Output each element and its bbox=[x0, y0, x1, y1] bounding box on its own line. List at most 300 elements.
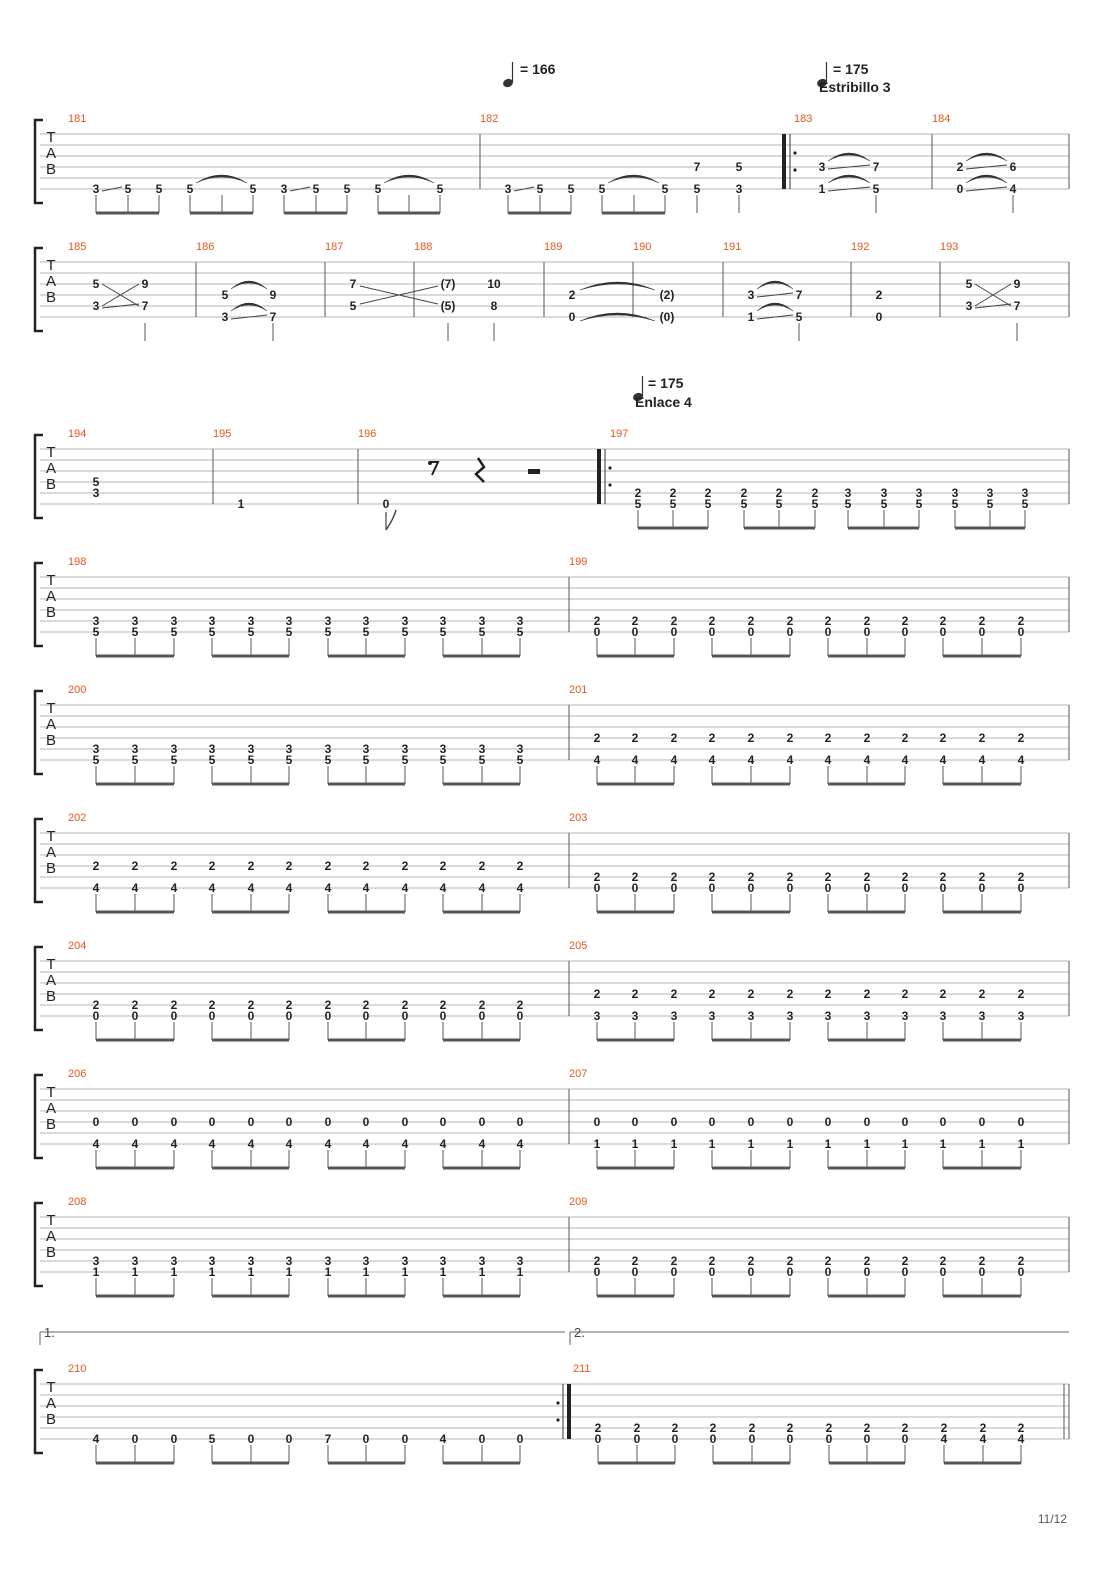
fret-number: 5 bbox=[324, 753, 332, 767]
fret-number: 0 bbox=[708, 1265, 716, 1279]
fret-number: 4 bbox=[863, 753, 871, 767]
fret-number: 4 bbox=[593, 753, 601, 767]
fret-number: 0 bbox=[633, 1432, 641, 1446]
fret-number: 3 bbox=[324, 614, 332, 628]
fret-number: 5 bbox=[324, 625, 332, 639]
fret-number: 0 bbox=[901, 1432, 909, 1446]
fret-number: 5 bbox=[285, 753, 293, 767]
tab-clef-letter: B bbox=[45, 289, 57, 306]
fret-number: 4 bbox=[285, 881, 293, 895]
fret-number: 2 bbox=[634, 486, 642, 500]
fret-number: 1 bbox=[901, 1137, 909, 1151]
fret-number: 1 bbox=[92, 1265, 100, 1279]
fret-number: 0 bbox=[285, 1432, 293, 1446]
fret-number: 5 bbox=[131, 625, 139, 639]
fret-number: 5 bbox=[247, 625, 255, 639]
fret-number: 0 bbox=[786, 625, 794, 639]
tab-clef-letter: T bbox=[46, 1212, 56, 1229]
fret-number: 0 bbox=[568, 310, 576, 324]
fret-number: 4 bbox=[670, 753, 678, 767]
fret-number: 1 bbox=[824, 1137, 832, 1151]
tab-clef-letter: A bbox=[45, 273, 57, 290]
fret-number: 0 bbox=[670, 1115, 678, 1129]
fret-number: 3 bbox=[285, 742, 293, 756]
fret-number: 3 bbox=[362, 614, 370, 628]
fret-number: 0 bbox=[593, 1115, 601, 1129]
fret-number: 0 bbox=[939, 1115, 947, 1129]
system-bracket bbox=[35, 819, 43, 902]
fret-number: 4 bbox=[285, 1137, 293, 1151]
fret-number: 4 bbox=[1017, 753, 1025, 767]
fret-number: 2 bbox=[593, 987, 601, 1001]
fret-number: 4 bbox=[362, 881, 370, 895]
fret-number: 3 bbox=[824, 1009, 832, 1023]
fret-number: 0 bbox=[939, 625, 947, 639]
fret-number: 2 bbox=[978, 614, 986, 628]
fret-number: 2 bbox=[208, 998, 216, 1012]
fret-number: 1 bbox=[478, 1265, 486, 1279]
fret-number: 3 bbox=[92, 614, 100, 628]
staff-systems bbox=[35, 62, 1069, 1463]
system-bracket bbox=[35, 120, 43, 203]
fret-number: 2 bbox=[747, 870, 755, 884]
fret-number: 4 bbox=[901, 753, 909, 767]
tie-arc bbox=[966, 175, 1007, 183]
fret-number: 0 bbox=[956, 182, 964, 196]
fret-number: 3 bbox=[131, 1254, 139, 1268]
fret-number: 0 bbox=[631, 1115, 639, 1129]
fret-number: 0 bbox=[208, 1115, 216, 1129]
fret-number: 0 bbox=[978, 881, 986, 895]
fret-number: 2 bbox=[863, 987, 871, 1001]
tab-clef-letter: T bbox=[46, 444, 56, 461]
tab-clef-letter: A bbox=[45, 460, 57, 477]
fret-number: 0 bbox=[747, 881, 755, 895]
fret-number: 2 bbox=[671, 1421, 679, 1435]
fret-number: 4 bbox=[631, 753, 639, 767]
fret-number: 2 bbox=[863, 731, 871, 745]
fret-number: 4 bbox=[131, 1137, 139, 1151]
fret-number: 3 bbox=[247, 742, 255, 756]
fret-number: (5) bbox=[440, 299, 456, 313]
fret-number: (2) bbox=[659, 288, 675, 302]
fret-number: 2 bbox=[1017, 614, 1025, 628]
measure-number: 185 bbox=[68, 241, 87, 253]
tie-arc bbox=[757, 281, 793, 289]
fret-number: 5 bbox=[312, 182, 320, 196]
fret-number: 4 bbox=[979, 1432, 987, 1446]
tie-arc bbox=[580, 282, 655, 290]
tab-clef-letter: T bbox=[46, 700, 56, 717]
fret-number: 1 bbox=[670, 1137, 678, 1151]
tie-arc bbox=[196, 175, 247, 183]
fret-number: 0 bbox=[863, 625, 871, 639]
fret-number: 3 bbox=[324, 742, 332, 756]
fret-number: 3 bbox=[978, 1009, 986, 1023]
fret-number: 3 bbox=[170, 742, 178, 756]
fret-number: 9 bbox=[141, 277, 149, 291]
measure-number: 196 bbox=[358, 428, 377, 440]
fret-number: 3 bbox=[735, 182, 743, 196]
repeat-dot bbox=[793, 151, 796, 154]
fret-number: 0 bbox=[939, 881, 947, 895]
repeat-dot bbox=[608, 466, 611, 469]
fret-number: 0 bbox=[824, 881, 832, 895]
system-bracket bbox=[35, 563, 43, 646]
measure-number: 208 bbox=[68, 1196, 87, 1208]
fret-number: 2 bbox=[170, 998, 178, 1012]
fret-number: 0 bbox=[708, 1115, 716, 1129]
tab-clef-letter: A bbox=[45, 1100, 57, 1117]
measure-number: 200 bbox=[68, 684, 87, 696]
fret-number: 1 bbox=[131, 1265, 139, 1279]
system-bracket bbox=[35, 1075, 43, 1158]
fret-number: 5 bbox=[634, 497, 642, 511]
fret-number: 0 bbox=[1017, 625, 1025, 639]
fret-number: 2 bbox=[786, 1421, 794, 1435]
fret-number: 7 bbox=[1013, 299, 1021, 313]
fret-number: 10 bbox=[487, 277, 501, 291]
fret-number: 3 bbox=[818, 160, 826, 174]
fret-number: 4 bbox=[170, 1137, 178, 1151]
fret-number: 2 bbox=[939, 987, 947, 1001]
tempo-mark: = 175 bbox=[833, 61, 869, 77]
fret-number: 2 bbox=[811, 486, 819, 500]
measure-number: 206 bbox=[68, 1068, 87, 1080]
measure-number: 198 bbox=[68, 556, 87, 568]
fret-number: 2 bbox=[978, 987, 986, 1001]
fret-number: 2 bbox=[708, 731, 716, 745]
tie-arc bbox=[608, 175, 659, 183]
fret-number: 4 bbox=[978, 753, 986, 767]
fret-number: 5 bbox=[704, 497, 712, 511]
fret-number: 5 bbox=[92, 753, 100, 767]
fret-number: 2 bbox=[1017, 731, 1025, 745]
tie-arc bbox=[828, 175, 870, 183]
measure-number: 183 bbox=[794, 113, 813, 125]
eighth-flag bbox=[386, 510, 396, 530]
fret-number: 5 bbox=[186, 182, 194, 196]
fret-number: 0 bbox=[708, 881, 716, 895]
fret-number: 4 bbox=[1009, 182, 1017, 196]
fret-number: 0 bbox=[670, 1265, 678, 1279]
fret-number: 0 bbox=[594, 1432, 602, 1446]
tab-clef-letter: A bbox=[45, 844, 57, 861]
measure-number: 207 bbox=[569, 1068, 588, 1080]
fret-number: 2 bbox=[708, 1254, 716, 1268]
fret-number: 3 bbox=[285, 614, 293, 628]
fret-number: 2 bbox=[593, 870, 601, 884]
tab-clef-letter: B bbox=[45, 1411, 57, 1428]
fret-number: 0 bbox=[439, 1115, 447, 1129]
fret-number: 2 bbox=[709, 1421, 717, 1435]
fret-number: 2 bbox=[901, 614, 909, 628]
fret-number: 2 bbox=[740, 486, 748, 500]
fret-number: 1 bbox=[1017, 1137, 1025, 1151]
fret-number: 5 bbox=[439, 625, 447, 639]
fret-number: 0 bbox=[901, 881, 909, 895]
fret-number: 3 bbox=[951, 486, 959, 500]
fret-number: 2 bbox=[670, 870, 678, 884]
fret-number: 2 bbox=[478, 859, 486, 873]
fret-number: 2 bbox=[939, 1254, 947, 1268]
fret-number: 0 bbox=[247, 1432, 255, 1446]
fret-number: 4 bbox=[516, 1137, 524, 1151]
fret-number: 2 bbox=[208, 859, 216, 873]
system-bracket bbox=[35, 947, 43, 1030]
fret-number: 0 bbox=[131, 1009, 139, 1023]
fret-number: 2 bbox=[863, 1421, 871, 1435]
fret-number: 2 bbox=[439, 998, 447, 1012]
fret-number: 0 bbox=[247, 1009, 255, 1023]
fret-number: 0 bbox=[786, 1115, 794, 1129]
fret-number: 2 bbox=[568, 288, 576, 302]
fret-number: 3 bbox=[131, 742, 139, 756]
fret-number: 1 bbox=[237, 497, 245, 511]
fret-number: 5 bbox=[170, 625, 178, 639]
fret-number: 2 bbox=[439, 859, 447, 873]
fret-number: 4 bbox=[478, 881, 486, 895]
fret-number: 2 bbox=[708, 987, 716, 1001]
fret-number: 0 bbox=[670, 881, 678, 895]
measure-number: 182 bbox=[480, 113, 499, 125]
fret-number: 0 bbox=[92, 1009, 100, 1023]
volta-2-label: 2. bbox=[574, 1325, 585, 1340]
volta-1-label: 1. bbox=[44, 1325, 55, 1340]
fret-number: 2 bbox=[670, 614, 678, 628]
measure-number: 211 bbox=[573, 1363, 591, 1375]
section-label: Enlace 4 bbox=[635, 394, 692, 410]
fret-number: 4 bbox=[208, 881, 216, 895]
measure-number: 203 bbox=[569, 812, 588, 824]
fret-number: 0 bbox=[747, 625, 755, 639]
fret-number: 5 bbox=[516, 753, 524, 767]
fret-number: 5 bbox=[965, 277, 973, 291]
fret-number: 2 bbox=[631, 987, 639, 1001]
fret-number: 4 bbox=[786, 753, 794, 767]
tie-arc bbox=[231, 303, 267, 311]
tab-clef-letter: B bbox=[45, 732, 57, 749]
fret-number: 3 bbox=[439, 742, 447, 756]
fret-number: 3 bbox=[844, 486, 852, 500]
fret-number: 4 bbox=[439, 881, 447, 895]
fret-number: 2 bbox=[824, 731, 832, 745]
fret-number: 5 bbox=[693, 182, 701, 196]
fret-number: 2 bbox=[863, 1254, 871, 1268]
fret-number: 0 bbox=[382, 497, 390, 511]
fret-number: 3 bbox=[247, 1254, 255, 1268]
tab-clef-letter: T bbox=[46, 1084, 56, 1101]
tab-clef-letter: T bbox=[46, 572, 56, 589]
fret-number: 1 bbox=[786, 1137, 794, 1151]
fret-number: 4 bbox=[516, 881, 524, 895]
measure-number: 189 bbox=[544, 241, 563, 253]
fret-number: (7) bbox=[440, 277, 456, 291]
fret-number: 3 bbox=[1017, 1009, 1025, 1023]
measure-number: 205 bbox=[569, 940, 588, 952]
fret-number: 3 bbox=[516, 614, 524, 628]
system-bracket bbox=[35, 1203, 43, 1286]
fret-number: 7 bbox=[141, 299, 149, 313]
fret-number: 0 bbox=[285, 1115, 293, 1129]
fret-number: 2 bbox=[401, 998, 409, 1012]
fret-number: 0 bbox=[939, 1265, 947, 1279]
fret-number: 4 bbox=[208, 1137, 216, 1151]
fret-number: 3 bbox=[247, 614, 255, 628]
fret-number: 2 bbox=[92, 859, 100, 873]
fret-number: 0 bbox=[324, 1009, 332, 1023]
fret-number: 0 bbox=[593, 881, 601, 895]
fret-number: 0 bbox=[1017, 881, 1025, 895]
tie-arc bbox=[966, 153, 1007, 161]
fret-number: 2 bbox=[747, 1254, 755, 1268]
fret-number: 2 bbox=[939, 731, 947, 745]
fret-number: 0 bbox=[901, 625, 909, 639]
fret-number: 0 bbox=[131, 1432, 139, 1446]
repeat-dot bbox=[793, 168, 796, 171]
fret-number: 5 bbox=[740, 497, 748, 511]
measure-number: 193 bbox=[940, 241, 959, 253]
fret-number: 1 bbox=[516, 1265, 524, 1279]
fret-number: 3 bbox=[516, 1254, 524, 1268]
fret-number: 7 bbox=[872, 160, 880, 174]
tempo-mark: = 166 bbox=[520, 61, 556, 77]
fret-number: 0 bbox=[478, 1009, 486, 1023]
fret-number: 1 bbox=[247, 1265, 255, 1279]
fret-number: 2 bbox=[824, 987, 832, 1001]
fret-number: 2 bbox=[362, 998, 370, 1012]
measure-number: 181 bbox=[68, 113, 87, 125]
fret-number: 1 bbox=[863, 1137, 871, 1151]
fret-number: 3 bbox=[401, 742, 409, 756]
fret-number: 0 bbox=[863, 1265, 871, 1279]
fret-number: 1 bbox=[631, 1137, 639, 1151]
fret-number: (0) bbox=[659, 310, 675, 324]
tab-clef-letter: B bbox=[45, 1116, 57, 1133]
fret-number: 1 bbox=[978, 1137, 986, 1151]
fret-number: 3 bbox=[747, 1009, 755, 1023]
fret-number: 4 bbox=[708, 753, 716, 767]
fret-number: 5 bbox=[362, 625, 370, 639]
fret-number: 2 bbox=[956, 160, 964, 174]
repeat-dot bbox=[608, 483, 611, 486]
fret-number: 2 bbox=[863, 870, 871, 884]
fret-number: 2 bbox=[786, 1254, 794, 1268]
fret-number: 2 bbox=[669, 486, 677, 500]
fret-number: 2 bbox=[978, 870, 986, 884]
fret-number: 5 bbox=[208, 753, 216, 767]
fret-number: 2 bbox=[516, 859, 524, 873]
fret-number: 5 bbox=[951, 497, 959, 511]
fret-number: 0 bbox=[516, 1009, 524, 1023]
fret-number: 5 bbox=[362, 753, 370, 767]
fret-number: 5 bbox=[915, 497, 923, 511]
fret-number: 5 bbox=[795, 310, 803, 324]
fret-number: 6 bbox=[1009, 160, 1017, 174]
fret-number: 0 bbox=[748, 1432, 756, 1446]
fret-number: 0 bbox=[978, 625, 986, 639]
quarter-rest-icon bbox=[476, 458, 484, 482]
fret-number: 3 bbox=[863, 1009, 871, 1023]
system-bracket bbox=[35, 435, 43, 518]
fret-number: 5 bbox=[401, 753, 409, 767]
fret-number: 2 bbox=[775, 486, 783, 500]
fret-number: 1 bbox=[939, 1137, 947, 1151]
measure-number: 195 bbox=[213, 428, 232, 440]
fret-number: 3 bbox=[747, 288, 755, 302]
fret-number: 3 bbox=[208, 1254, 216, 1268]
fret-number: 1 bbox=[324, 1265, 332, 1279]
fret-number: 2 bbox=[786, 614, 794, 628]
fret-number: 3 bbox=[708, 1009, 716, 1023]
fret-number: 0 bbox=[978, 1265, 986, 1279]
fret-number: 5 bbox=[374, 182, 382, 196]
fret-number: 4 bbox=[131, 881, 139, 895]
fret-number: 0 bbox=[863, 881, 871, 895]
fret-number: 2 bbox=[593, 1254, 601, 1268]
fret-number: 1 bbox=[708, 1137, 716, 1151]
measure-number: 188 bbox=[414, 241, 433, 253]
fret-number: 0 bbox=[978, 1115, 986, 1129]
fret-number: 3 bbox=[170, 614, 178, 628]
fret-number: 3 bbox=[208, 742, 216, 756]
fret-number: 2 bbox=[593, 731, 601, 745]
fret-number: 0 bbox=[901, 1265, 909, 1279]
fret-number: 3 bbox=[478, 614, 486, 628]
fret-number: 0 bbox=[863, 1115, 871, 1129]
fret-number: 2 bbox=[901, 870, 909, 884]
fret-number: 2 bbox=[748, 1421, 756, 1435]
fret-number: 0 bbox=[401, 1432, 409, 1446]
fret-number: 0 bbox=[1017, 1115, 1025, 1129]
fret-number: 5 bbox=[170, 753, 178, 767]
fret-number: 4 bbox=[1017, 1432, 1025, 1446]
fret-number: 0 bbox=[516, 1115, 524, 1129]
fret-number: 2 bbox=[824, 1254, 832, 1268]
fret-number: 0 bbox=[875, 310, 883, 324]
fret-number: 0 bbox=[478, 1432, 486, 1446]
fret-number: 2 bbox=[747, 731, 755, 745]
fret-number: 4 bbox=[747, 753, 755, 767]
fret-number: 1 bbox=[362, 1265, 370, 1279]
system-bracket bbox=[35, 248, 43, 331]
fret-number: 3 bbox=[401, 1254, 409, 1268]
fret-number: 5 bbox=[436, 182, 444, 196]
fret-number: 2 bbox=[875, 288, 883, 302]
measure-number: 201 bbox=[569, 684, 588, 696]
fret-number: 4 bbox=[478, 1137, 486, 1151]
fret-number: 4 bbox=[824, 753, 832, 767]
fret-number: 4 bbox=[247, 1137, 255, 1151]
fret-number: 3 bbox=[92, 182, 100, 196]
fret-number: 3 bbox=[92, 1254, 100, 1268]
fret-number: 0 bbox=[786, 1265, 794, 1279]
fret-number: 7 bbox=[693, 160, 701, 174]
fret-number: 2 bbox=[825, 1421, 833, 1435]
fret-number: 3 bbox=[208, 614, 216, 628]
fret-number: 0 bbox=[824, 625, 832, 639]
tie-arc bbox=[828, 153, 870, 161]
fret-number: 3 bbox=[362, 742, 370, 756]
fret-number: 3 bbox=[915, 486, 923, 500]
fret-number: 2 bbox=[594, 1421, 602, 1435]
fret-number: 3 bbox=[92, 299, 100, 313]
fret-number: 2 bbox=[979, 1421, 987, 1435]
fret-number: 5 bbox=[131, 753, 139, 767]
fret-number: 2 bbox=[516, 998, 524, 1012]
fret-number: 8 bbox=[490, 299, 498, 313]
section-label: Estribillo 3 bbox=[819, 79, 891, 95]
